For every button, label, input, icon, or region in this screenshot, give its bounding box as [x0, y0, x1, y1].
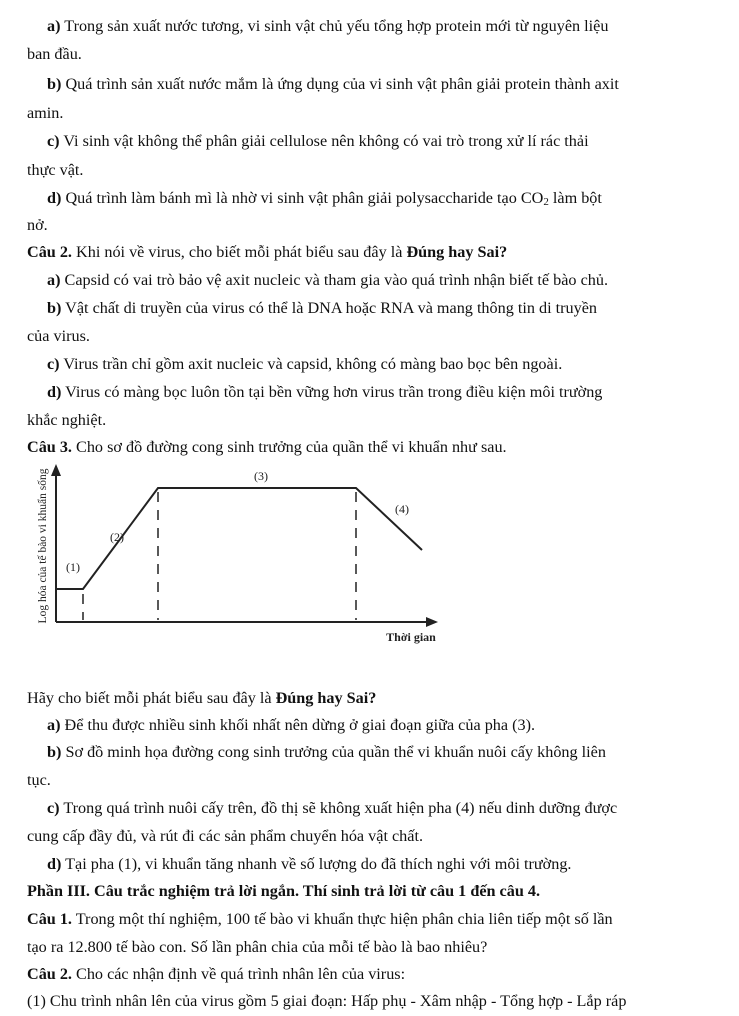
statement-a: a) Trong sản xuất nước tương, vi sinh vật chủ yếu tổng hợp protein mới từ nguyên liệu	[47, 17, 609, 35]
statement-b: b) Quá trình sản xuất nước mắm là ứng dụng của vi sinh vật phân giải protein thành axit	[47, 75, 619, 93]
q3-statement-c-cont: cung cấp đầy đủ, và rút đi các sản phẩm chuyển hóa vật chất.	[27, 827, 423, 845]
q2-statement-d-cont: khắc nghiệt.	[27, 411, 107, 429]
q2-statement-b: b) Vật chất di truyền của virus có thể là DNA hoặc RNA và mang thông tin di truyền	[47, 299, 597, 317]
x-axis-label: Thời gian	[386, 630, 436, 644]
statement-c-cont: thực vật.	[27, 161, 84, 179]
statement-d: d) Quá trình làm bánh mì là nhờ vi sinh vật phân giải polysaccharide tạo $CO_2$ làm bột	[47, 189, 602, 208]
phase-4-label: (4)	[395, 502, 409, 516]
statement-b-cont: amin.	[27, 104, 64, 122]
q3-statement-d: d) Tại pha (1), vi khuẩn tăng nhanh về số lượng do đã thích nghi với môi trường.	[47, 855, 572, 873]
part3-question-2-item-1: (1) Chu trình nhân lên của virus gồm 5 giai đoạn: Hấp phụ - Xâm nhập - Tổng hợp - Lắp ráp	[27, 992, 627, 1010]
part3-question-1: Câu 1. Trong một thí nghiệm, 100 tế bào vi khuẩn thực hiện phân chia liên tiếp một số lần	[27, 910, 613, 928]
statement-c: c) Vi sinh vật không thể phân giải cellulose nên không có vai trò trong xử lí rác thải	[47, 132, 589, 150]
q3-statement-a: a) Để thu được nhiều sinh khối nhất nên dừng ở giai đoạn giữa của pha (3).	[47, 716, 536, 734]
x-axis-arrow	[426, 617, 438, 627]
statement-d-cont: nở.	[27, 216, 48, 234]
q2-statement-a: a) Capsid có vai trò bảo vệ axit nucleic và tham gia vào quá trình nhận biết tế bào chủ.	[47, 271, 608, 289]
statement-a-cont: ban đầu.	[27, 45, 82, 63]
question-3: Câu 3. Cho sơ đồ đường cong sinh trưởng của quần thể vi khuẩn như sau.	[27, 438, 507, 456]
question-2: Câu 2. Khi nói về virus, cho biết mỗi phát biểu sau đây là Đúng hay Sai?	[27, 243, 508, 261]
phase-2-label: (2)	[110, 530, 124, 544]
phase-3-label: (3)	[254, 469, 268, 483]
q3-statement-c: c) Trong quá trình nuôi cấy trên, đồ thị sẽ không xuất hiện pha (4) nếu dinh dưỡng được	[47, 799, 618, 817]
y-axis-arrow	[51, 464, 61, 476]
y-axis-label: Log hóa của tế bào vi khuẩn sống	[37, 468, 49, 624]
growth-curve-figure	[28, 462, 448, 680]
q2-statement-b-cont: của virus.	[27, 327, 90, 345]
phase-1-label: (1)	[66, 560, 80, 574]
part3-question-1-cont: tạo ra 12.800 tế bào con. Số lần phân chia của mỗi tế bào là bao nhiêu?	[27, 938, 488, 956]
q3-prompt: Hãy cho biết mỗi phát biểu sau đây là Đúng hay Sai?	[27, 689, 377, 707]
part-3-heading: Phần III. Câu trắc nghiệm trả lời ngắn. Thí sinh trả lời từ câu 1 đến câu 4.	[27, 882, 541, 900]
q2-statement-d: d) Virus có màng bọc luôn tồn tại bền vững hơn virus trần trong điều kiện môi trường	[47, 383, 603, 401]
q3-statement-b: b) Sơ đồ minh họa đường cong sinh trưởng của quần thể vi khuẩn nuôi cấy không liên	[47, 743, 606, 761]
q2-statement-c: c) Virus trần chỉ gồm axit nucleic và capsid, không có màng bao bọc bên ngoài.	[47, 355, 563, 373]
q3-statement-b-cont: tục.	[27, 771, 51, 789]
part3-question-2: Câu 2. Cho các nhận định về quá trình nhân lên của virus:	[27, 965, 406, 983]
